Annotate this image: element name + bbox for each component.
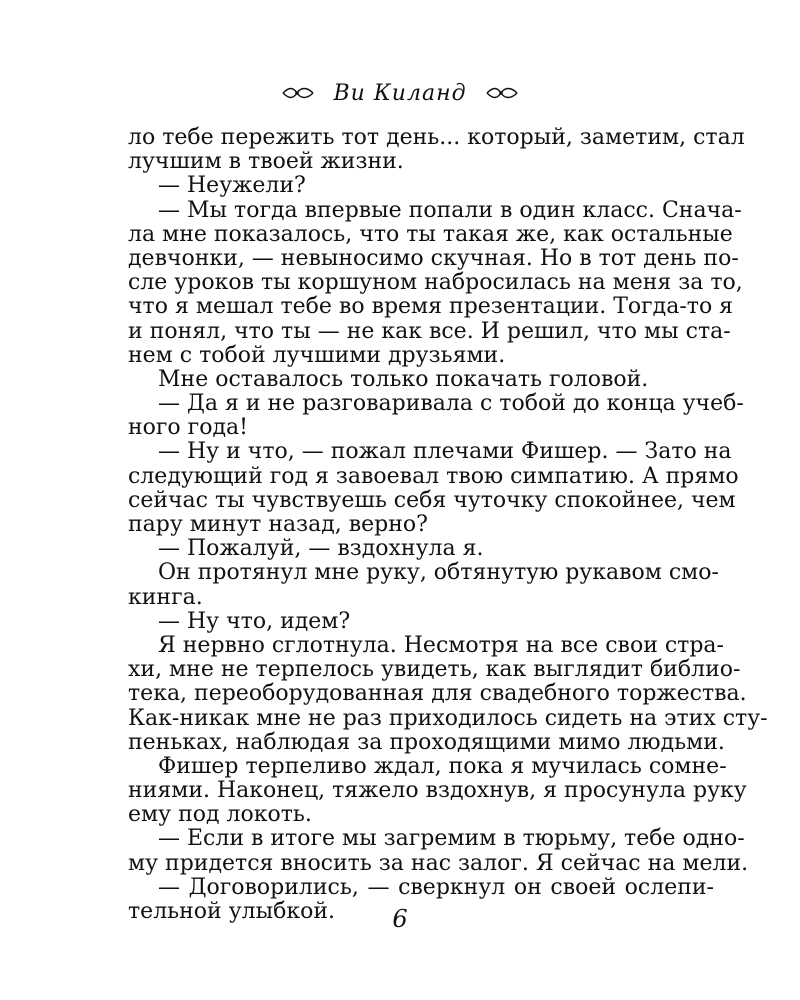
text-line: пару минут назад, верно? <box>128 512 428 537</box>
text-line: ниями. Наконец, тяжело вздохнув, я просунула руку <box>128 778 747 804</box>
text-line: хи, мне не терпелось увидеть, как выглядит библио- <box>128 657 741 683</box>
text-line: Фишер терпеливо ждал, пока я мучилась сомне- <box>158 753 727 779</box>
text-line: ного года! <box>128 415 248 441</box>
body-text <box>128 125 768 924</box>
text-line: Как-никак мне не раз приходилось сидеть на этих сту- <box>128 705 768 731</box>
text-line: тельной улыбкой. <box>128 899 336 924</box>
text-line: — Договорились, — сверкнул он своей ослепи- <box>158 874 714 900</box>
text-line: — Ну что, идем? <box>158 608 351 634</box>
text-line: ла мне показалось, что ты такая же, как остальные <box>128 221 733 247</box>
text-line: ло тебе пережить тот день... который, заметим, стал <box>128 125 745 150</box>
text-line: что я мешал тебе во время презентации. Тогда-то я <box>128 294 734 320</box>
text-line: — Да я и не разговаривала с тобой до конца учеб- <box>158 391 744 417</box>
text-line: следующий год я завоевал твою симпатию. А прямо <box>128 463 739 489</box>
text-line: и понял, что ты — не как все. И решил, что мы ста- <box>128 318 731 344</box>
text-line: — Пожалуй, — вздохнула я. <box>158 536 484 562</box>
author-name: Ви Киланд <box>333 80 467 106</box>
text-line: — Ну и что, — пожал плечами Фишер. — Зато на <box>158 439 732 465</box>
scroll-ornament-icon <box>281 85 315 101</box>
text-line: — Если в итоге мы загремим в тюрьму, тебе одно- <box>158 826 745 852</box>
text-line: ему под локоть. <box>128 802 312 828</box>
text-line: пеньках, наблюдая за проходящими мимо людьми. <box>128 729 725 755</box>
text-line: Он протянул мне руку, обтянутую рукавом смо- <box>158 560 719 586</box>
text-line: тека, переоборудованная для свадебного торжества. <box>128 681 747 707</box>
scroll-ornament-icon <box>485 85 519 101</box>
text-line: — Неужели? <box>158 173 306 199</box>
text-line: сле уроков ты коршуном набросилась на меня за то, <box>128 270 743 296</box>
text-line: Я нервно сглотнула. Несмотря на все свои стра- <box>158 632 724 658</box>
text-line: — Мы тогда впервые попали в один класс. Снача- <box>158 197 742 223</box>
running-head <box>0 80 800 106</box>
text-line: девчонки, — невыносимо скучная. Но в тот день по- <box>128 245 739 271</box>
text-line: нем с тобой лучшими друзьями. <box>128 342 506 368</box>
text-line: Мне оставалось только покачать головой. <box>158 366 649 392</box>
text-line: му придется вносить за нас залог. Я сейчас на мели. <box>128 850 749 876</box>
text-line: лучшим в твоей жизни. <box>128 149 404 175</box>
text-line: сейчас ты чувствуешь себя чуточку спокойнее, чем <box>128 487 736 513</box>
text-line: кинга. <box>128 584 203 610</box>
page-number: 6 <box>392 905 408 933</box>
